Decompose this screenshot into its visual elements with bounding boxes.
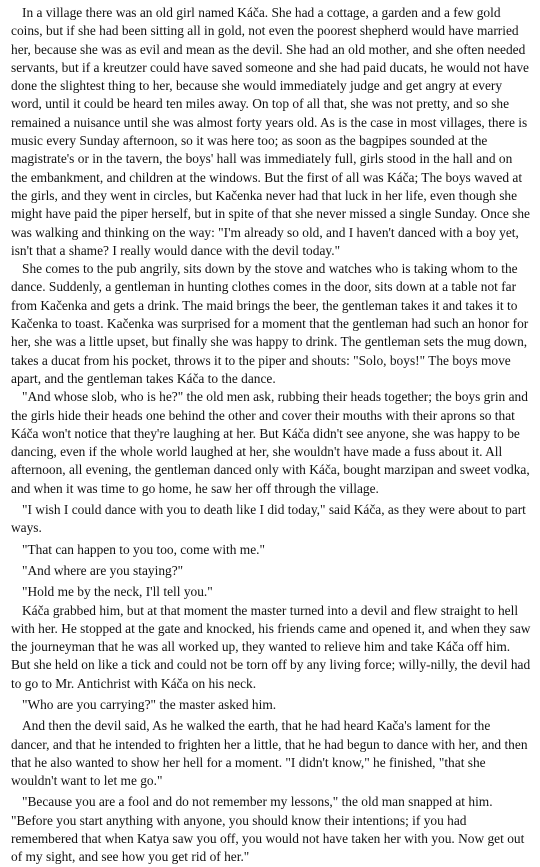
paragraph-1: In a village there was an old girl named Káča. She had a cottage, a garden and a few gold coins, but if she had been sitting all in gold, not even the poorest shepherd would have married her, because she was as evil and mean as the devil. She had an old mother, and she often needed servants, but if a kreutzer could have saved someone and she had paid ducats, he would not have done the slightest thing to her, because she would immediately judge and get angry at every word, until it could be heard ten miles away. On top of all that, she was not pretty, and so she remained a nuisance until she was almost forty years old. As is the case in most villages, there is music every Sunday afternoon, so it was here too; as soon as the bagpipes sounded at the magistrate's or in the tavern, the boys' hall was immediately full, girls stood in the hall and on the embankment, and children at the windows. But the first of all was Káča; The boys waved at the girls, and they went in circles, but Kačenka never had that luck in her life, even though she might have paid the piper herself, but in spite of that she never missed a single Sunday. Once she was walking and thinking on the way: "I'm already so old, and I haven't danced with a boy yet, isn't that a shame? I really would dance with the devil today." <box>11 5 531 258</box>
paragraph-10: And then the devil said, As he walked the earth, that he had heard Kača's lament for the dancer, and that he intended to frighten her a little, that he had begun to dance with her, and then that he also wanted to show her hell for a moment. "I didn't know," he finished, "that she wouldn't want to let me go." <box>11 718 528 789</box>
paragraph-5: "That can happen to you too, come with me." <box>22 541 265 557</box>
paragraph-7: "Hold me by the neck, I'll tell you." <box>22 584 213 600</box>
paragraph-2: She comes to the pub angrily, sits down by the stove and watches who is taking whom to the dance. Suddenly, a gentleman in hunting clothes comes in the door, sits down at a table not far from Kačenka and gets a drink. The maid brings the beer, the gentleman takes it and takes it to Kačenka to toast. Kačenka was surprised for a moment that the gentleman had such an honor for her, she was a little upset, but finally she was happy to drink. The gentleman sets the mug down, takes a ducat from his pocket, throws it to the piper and shouts: "Solo, boys!" The boys move apart, and the gentleman takes Káča to the dance. <box>11 261 529 386</box>
paragraph-11: "Because you are a fool and do not remember my lessons," the old man snapped at him. "Before you start anything with anyone, you should know their intentions; if you had remembered that when Katya saw you off, you would not have taken her with you. Now get out of my sight, and see how you get rid of her." <box>11 794 525 865</box>
paragraph-6: "And where are you staying?" <box>22 562 184 578</box>
paragraph-4: "I wish I could dance with you to death like I did today," said Káča, as they were about to part ways. <box>11 502 526 536</box>
paragraph-8: Káča grabbed him, but at that moment the master turned into a devil and flew straight to hell with her. He stopped at the gate and knocked, his friends came and opened it, and when they saw the journeyman that he was all worked up, they wanted to relieve him and take Káča off him. But she held on like a tick and could not be torn off by any living force; willy-nilly, the devil had to go to Mr. Antichrist with Káča on his neck. <box>11 602 531 691</box>
paragraph-3: "And whose slob, who is he?" the old men ask, rubbing their heads together; the boys grin and the girls hide their heads one behind the other and cover their mouths with their aprons so that Káča won't notice that they're laughing at her. But Káča didn't see anyone, she was happy to be dancing, even if the whole world laughed at her, she wouldn't have made a fuss about it. All afternoon, all evening, the gentleman danced only with Káča, bought marzipan and sweet vodka, and when it was time to go home, he saw her off through the village. <box>11 389 530 496</box>
paragraph-9: "Who are you carrying?" the master asked him. <box>22 696 277 712</box>
